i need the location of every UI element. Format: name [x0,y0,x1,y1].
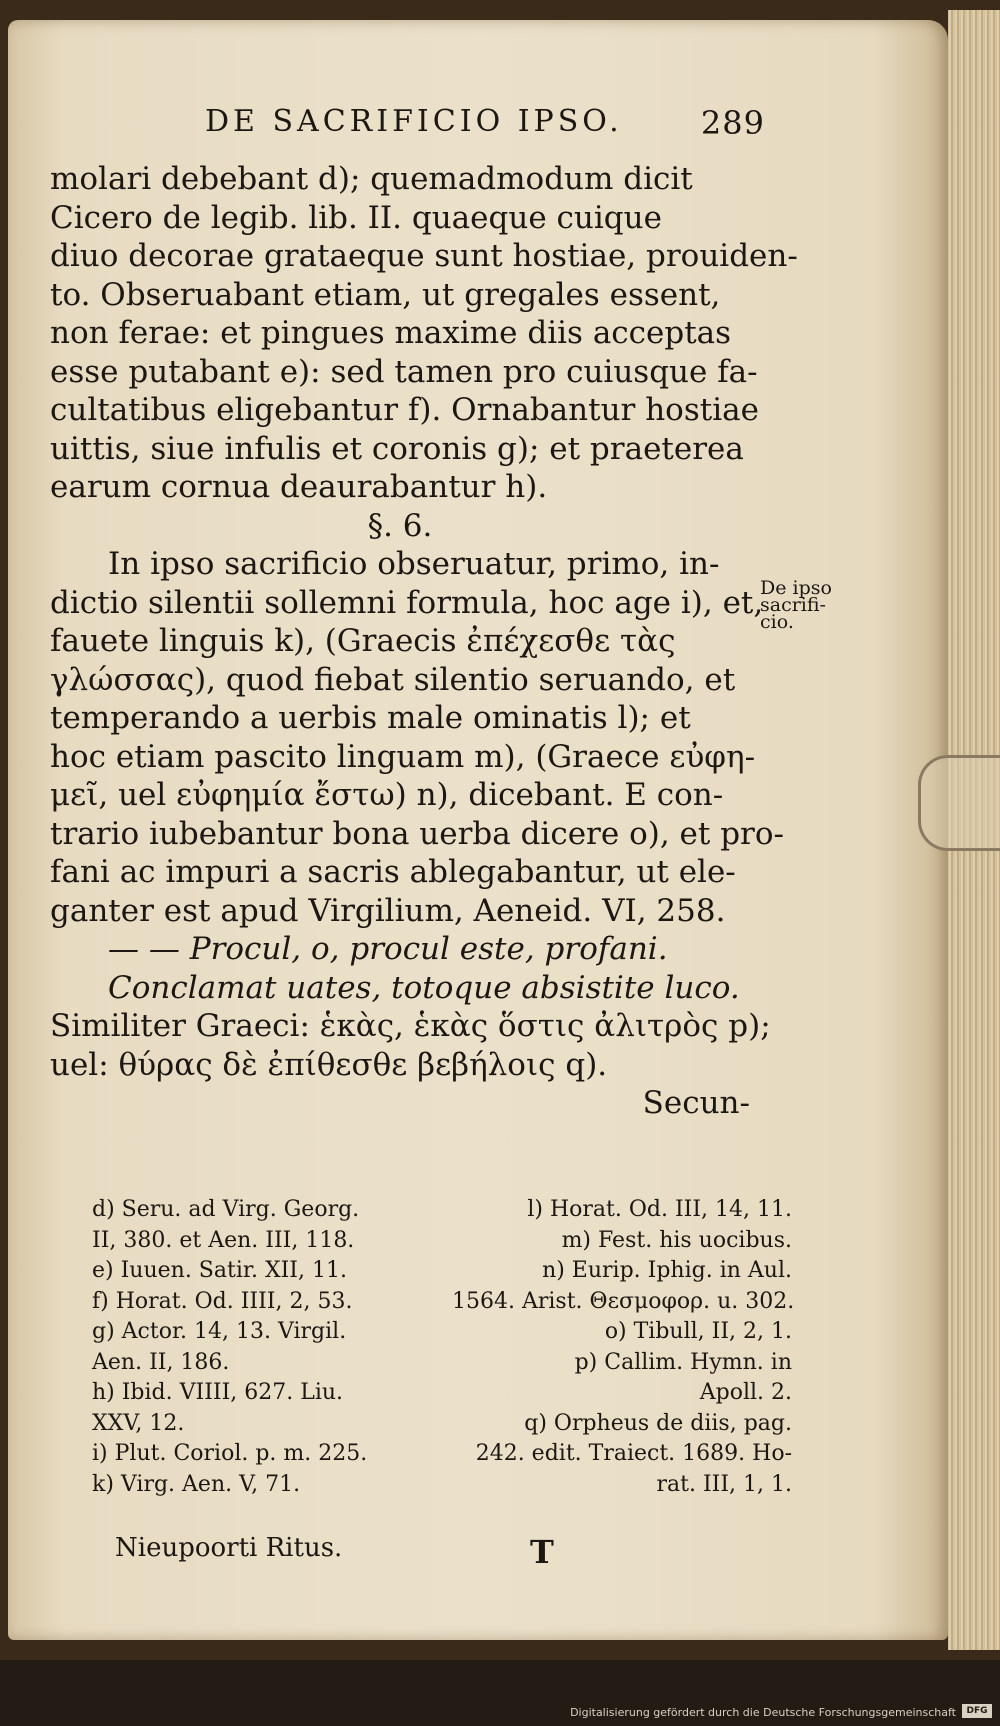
footnote-line: f) Horat. Od. IIII, 2, 53. [92,1288,353,1314]
text-line: to. Obseruabant etiam, ut gregales essent, [50,276,721,313]
section-heading: §. 6. [367,507,433,544]
signature-mark: Nieupoorti Ritus. [115,1533,343,1563]
margin-note-line: sacrifi- [760,594,826,616]
footnote-line: d) Seru. ad Virg. Georg. [92,1197,360,1222]
gathering-mark: T [530,1533,554,1571]
text-line: diuo decorae grataeque sunt hostiae, prouiden- [50,238,798,274]
text-line: Cicero de legib. lib. II. quaeque cuique [50,199,662,236]
text-line: μεῖ, uel εὐφημία ἔστω) n), dicebant. E con- [50,777,724,813]
margin-note-line: De ipso [760,577,832,599]
text-line: γλώσσας), quod fiebat silentio seruando, et [50,661,736,698]
running-header [205,104,765,144]
text-line: ganter est apud Virgilium, Aeneid. VI, 258. [50,892,726,929]
margin-note [760,577,850,633]
text-line: uittis, siue infulis et coronis g); et praeterea [50,430,744,467]
footnote-line: q) Orpheus de diis, pag. [524,1410,792,1436]
footnote-line: II, 380. et Aen. III, 118. [92,1227,355,1253]
text-line: molari debebant d); quemadmodum dicit [50,161,693,197]
footnote-line: g) Actor. 14, 13. Virgil. [92,1319,347,1344]
text-line: fani ac impuri a sacris ablegabantur, ut ele- [50,854,736,890]
text-line: Similiter Graeci: ἑκὰς, ἑκὰς ὅστις ἀλιτρὸς p); [50,1008,771,1044]
footnote-line: e) Iuuen. Satir. XII, 11. [92,1258,347,1283]
footnote-line: m) Fest. his uocibus. [561,1227,792,1253]
text-line: esse putabant e): sed tamen pro cuiusque fa- [50,353,758,390]
text-line: In ipso sacrificio obseruatur, primo, in- [108,546,720,582]
text-line: earum cornua deaurabantur h). [50,469,548,505]
verse-line: — — Procul, o, procul este, profani. [108,931,668,967]
text-line: dictio silentii sollemni formula, hoc age i), et, [50,584,764,621]
footnote-line: l) Horat. Od. III, 14, 11. [527,1197,792,1222]
text-line: fauete linguis k), (Graecis ἐπέχεσθε τὰς [50,623,676,659]
footnote-line: h) Ibid. VIIII, 627. Liu. [92,1380,344,1405]
footnote-line: k) Virg. Aen. V, 71. [92,1471,301,1497]
dfg-logo: DFG [962,1704,992,1718]
footnote-line: Apoll. 2. [699,1380,792,1405]
digitization-credit: Digitalisierung gefördert durch die Deutsche Forschungsgemeinschaft [570,1706,956,1719]
footnote-line: rat. III, 1, 1. [656,1471,792,1497]
text-line: trario iubebantur bona uerba dicere o), et pro- [50,815,784,852]
text-line: hoc etiam pascito linguam m), (Graece εὐφη- [50,738,756,775]
footnote-line: Aen. II, 186. [92,1349,230,1375]
footnote-line: i) Plut. Coriol. p. m. 225. [92,1441,368,1466]
footnote-line: o) Tibull, II, 2, 1. [604,1319,792,1344]
catchword-line: Secun- [642,1085,750,1121]
text-line: temperando a uerbis male ominatis l); et [50,700,691,736]
page-number: 289 [700,104,765,142]
running-title: DE SACRIFICIO IPSO. [205,104,623,139]
book-clasp [918,755,1000,851]
footnote-line: n) Eurip. Iphig. in Aul. [542,1258,792,1283]
text-line: non ferae: et pingues maxime diis acceptas [50,315,732,351]
text-line: uel: θύρας δὲ ἐπίθεσθε βεβήλοις q). [50,1046,608,1083]
footnote-line: 1564. Arist. Θεσμοφορ. u. 302. [452,1288,795,1314]
footnote-line: p) Callim. Hymn. in [574,1349,792,1375]
footnote-line: 242. edit. Traiect. 1689. Ho- [475,1441,792,1466]
footnote-line: XXV, 12. [92,1410,185,1436]
verse-line: Conclamat uates, totoque absistite luco. [108,969,740,1006]
footnotes-right-column [452,1195,795,1500]
margin-note-line: cio. [760,611,794,633]
footnotes-left-column [92,1195,432,1500]
text-line: cultatibus eligebantur f). Ornabantur hostiae [50,392,759,428]
